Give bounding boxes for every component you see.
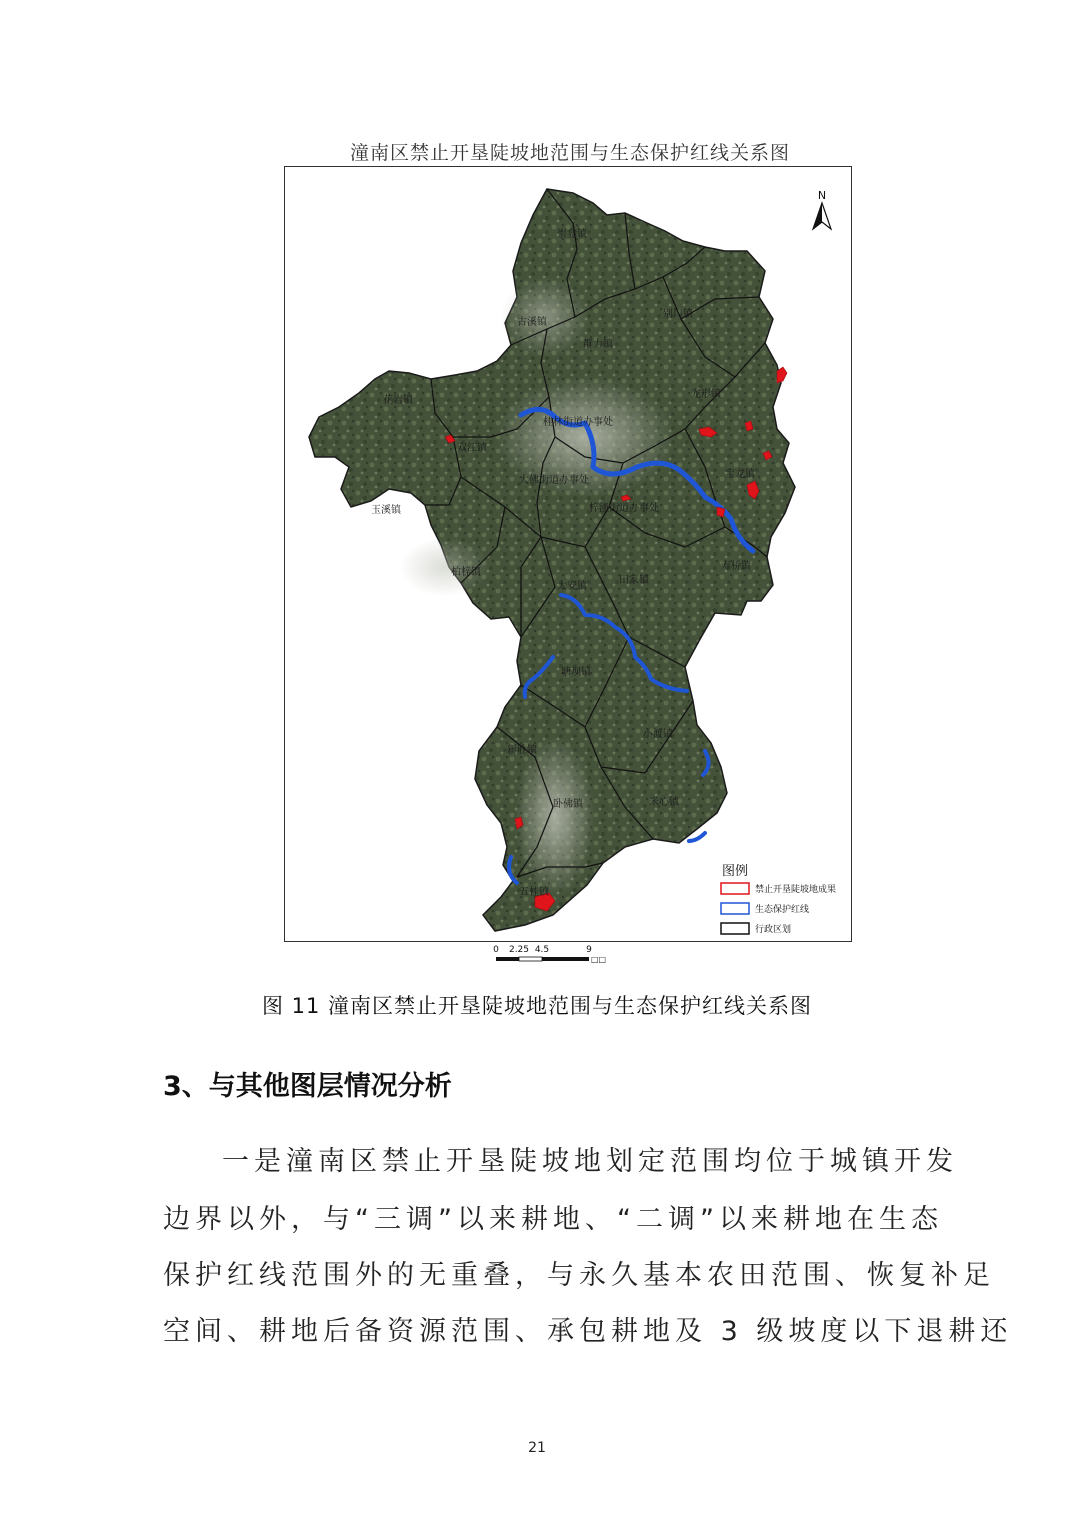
town-label: 别口镇: [663, 309, 693, 320]
svg-text:2.25: 2.25: [508, 945, 530, 955]
town-label: 桂林街道办事处: [543, 417, 613, 428]
page-number: 21: [528, 1440, 546, 1456]
paragraph-line: 边界以外，与“三调”以来耕地、“二调”以来耕地在生态: [163, 1204, 943, 1235]
town-label: 宝龙镇: [725, 469, 755, 480]
svg-text:0: 0: [493, 945, 499, 955]
town-label: 崇龛镇: [557, 229, 587, 240]
town-label: 梓潼街道办事处: [589, 503, 659, 514]
town-label: 花岩镇: [383, 395, 413, 406]
paragraph-line: 空间、耕地后备资源范围、承包耕地及 3 级坡度以下退耕还: [163, 1316, 1013, 1347]
town-label: 柏梓镇: [451, 567, 481, 578]
legend-swatch-slope: [721, 883, 749, 894]
town-label: 寿桥镇: [721, 561, 751, 572]
svg-text:9: 9: [586, 945, 592, 955]
legend-label: 生态保护红线: [755, 905, 810, 915]
legend-label: 禁止开垦陡坡地成果: [755, 885, 837, 895]
town-label: 大佛街道办事处: [519, 475, 589, 486]
svg-text:□□: □□: [591, 955, 607, 964]
section-heading: 3、与其他图层情况分析: [163, 1071, 452, 1102]
town-label: 双江镇: [457, 443, 487, 454]
district-map: [285, 167, 853, 943]
paragraph-line: 保护红线范围外的无重叠，与永久基本农田范围、恢复补足: [163, 1260, 995, 1291]
town-label: 龙形镇: [691, 389, 721, 400]
svg-text:N: N: [817, 189, 827, 202]
town-label: 群力镇: [583, 339, 613, 350]
paragraph-line: 一是潼南区禁止开垦陡坡地划定范围均位于城镇开发: [222, 1146, 958, 1177]
town-label: 太安镇: [557, 581, 587, 592]
town-label: 米心镇: [649, 797, 679, 808]
valley-area: [515, 737, 595, 897]
town-label: 田家镇: [619, 575, 649, 586]
legend-title: 图例: [722, 864, 749, 879]
legend-label: 行政区划: [755, 925, 792, 935]
legend: [721, 864, 836, 935]
town-label: 玉溪镇: [371, 505, 401, 516]
svg-text:4.5: 4.5: [534, 945, 550, 955]
town-label: 小渡镇: [643, 729, 673, 740]
town-label: 塘坝镇: [561, 667, 591, 678]
north-arrow: [813, 189, 831, 229]
legend-swatch-redline: [721, 903, 749, 914]
legend-swatch-admin: [721, 923, 749, 934]
town-label: 卧佛镇: [553, 799, 583, 810]
map-figure: [284, 166, 852, 942]
town-label: 古溪镇: [517, 317, 547, 328]
town-label: 五桂镇: [519, 887, 549, 898]
figure-caption: 图 11 潼南区禁止开垦陡坡地范围与生态保护红线关系图: [261, 994, 813, 1018]
town-label: 新胜镇: [507, 745, 537, 756]
map-title: 潼南区禁止开垦陡坡地范围与生态保护红线关系图: [349, 142, 790, 164]
scale-bar: [490, 944, 620, 966]
